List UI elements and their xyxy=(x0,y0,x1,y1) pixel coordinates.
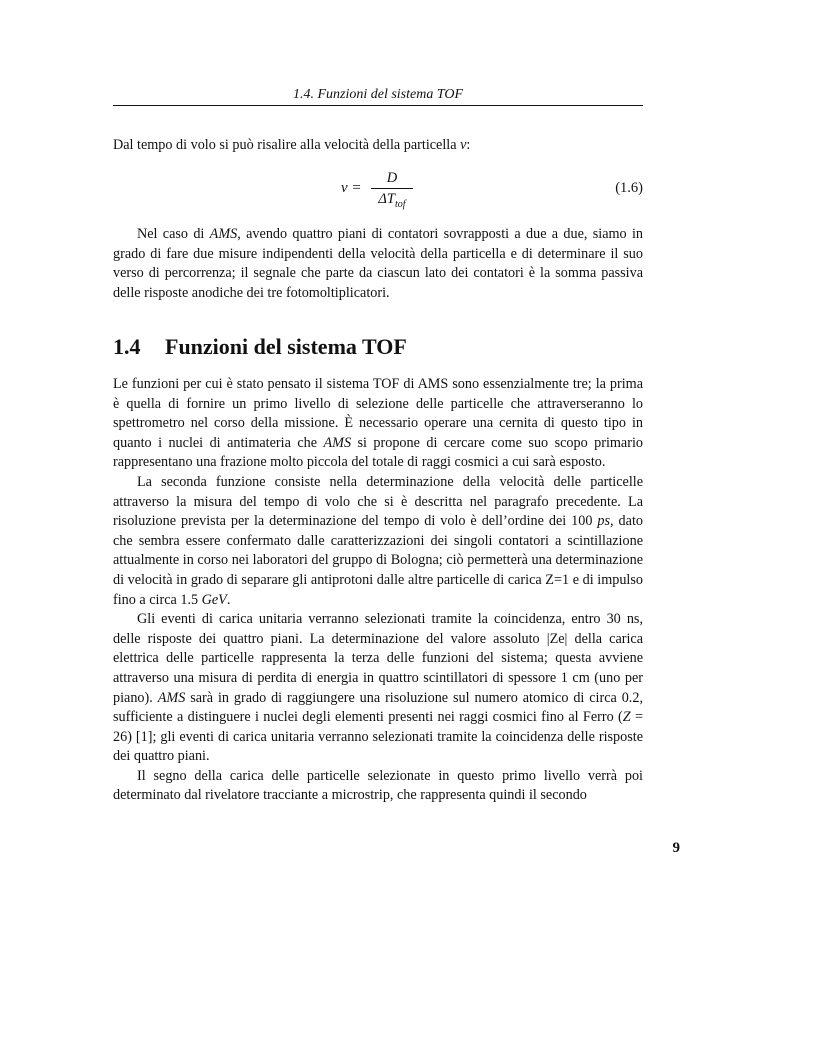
equation-1-6 xyxy=(113,168,643,212)
paragraph-2-ps: ps xyxy=(597,513,611,530)
equation-delta-t: ΔT xyxy=(378,191,395,207)
paragraph-2-text-2: , dato che sembra essere confermato dalle caratterizzazioni dei singoli contatori a scintillazione attualmente in corso nei laboratori del gruppo di Bologna; ciò permetterà una determinazione di velocità in grado di separare gli antiprotoni dalle altre particelle di carica Z=1 e di impulso fino a circa 1.5 xyxy=(113,513,643,608)
paragraph-1-ams: AMS xyxy=(323,434,352,451)
var-v: v xyxy=(460,137,467,153)
equation-number: (1.6) xyxy=(615,180,643,196)
paragraph-4 xyxy=(113,767,643,806)
equation-lhs: v = xyxy=(341,180,362,196)
paragraph-3-text-2: sarà in grado di raggiungere una risoluzione sul numero atomico di circa 0.2, sufficiente a distinguere i nuclei degli elementi presenti nei raggi cosmici fino al Ferro ( xyxy=(113,689,643,726)
equation-denominator xyxy=(371,189,413,215)
ams-paragraph xyxy=(113,225,643,303)
paragraph-4-text: Il segno della carica delle particelle selezionate in questo primo livello verrà poi determinato dal rivelatore tracciante a microstrip, che rappresenta quindi il secondo xyxy=(113,767,643,804)
paragraph-2-text-3: . xyxy=(226,591,231,608)
equation-numerator: D xyxy=(371,168,413,189)
paragraph-1-text-2: si propone di cercare come suo scopo primario rappresentano una frazione molto piccola del totale di raggi cosmici a cui sarà esposto. xyxy=(113,434,643,471)
section-title: Funzioni del sistema TOF xyxy=(165,334,407,359)
paragraph-3-text-1: Gli eventi di carica unitaria verranno selezionati tramite la coincidenza, entro 30 ns, delle risposte dei quattro piani. La determinazione del valore assoluto |Ze| della carica elettrica delle particelle rappresenta la terza delle funzioni del sistema; questa avviene attraverso una misura di perdita di energia in quattro scintillatori di spessore 1 cm (uno per piano). xyxy=(113,611,643,706)
paragraph-2 xyxy=(113,473,643,610)
equation-fraction xyxy=(371,168,413,215)
ams-paragraph-text-1: Nel caso di xyxy=(137,226,210,242)
ams-paragraph-text-2: , avendo quattro piani di contatori sovrapposti a due a due, siamo in grado di fare due misure indipendenti della velocità della particella e di determinare il suo verso di percorrenza; il segnale che parte da ciascun lato dei contatori è la somma passiva delle risposte anodiche dei tre fotomoltiplicatori. xyxy=(113,226,643,301)
section-body xyxy=(113,375,643,806)
section-number: 1.4 xyxy=(113,334,141,359)
section-heading xyxy=(113,333,407,361)
equation-subscript: tof xyxy=(395,198,406,210)
intro-text: Dal tempo di volo si può risalire alla velocità della particella xyxy=(113,137,461,153)
paragraph-1-text-1: Le funzioni per cui è stato pensato il sistema TOF di AMS sono essenzialmente tre; la prima è quella di fornire un primo livello di selezione delle particelle che attraverseranno lo spettrometro nel corso della missione. È necessario operare una cernita di questo tipo in quanto i nuclei di antimateria che xyxy=(113,376,643,451)
paragraph-2-gev: GeV xyxy=(201,591,227,608)
paragraph-3-ams: AMS xyxy=(157,689,186,706)
paragraph-1 xyxy=(113,375,643,473)
intro-colon: : xyxy=(466,137,471,153)
paragraph-3 xyxy=(113,610,643,767)
paragraph-2-text-1: La seconda funzione consiste nella determinazione della velocità delle particelle attraverso la misura del tempo di volo che si è descritta nel paragrafo precedente. La risoluzione prevista per la determinazione del tempo di volo è dell’ordine dei 100 xyxy=(113,473,643,530)
header-rule xyxy=(113,105,643,106)
intro-paragraph xyxy=(113,136,643,156)
paragraph-3-z: Z xyxy=(622,709,631,726)
paragraph-3-text-3: = 26) [1]; gli eventi di carica unitaria verranno selezionati tramite la coincidenza delle risposte dei quattro piani. xyxy=(113,709,643,765)
running-head: 1.4. Funzioni del sistema TOF xyxy=(292,87,464,102)
ams-math: AMS xyxy=(209,226,238,242)
page-number: 9 xyxy=(672,840,680,856)
